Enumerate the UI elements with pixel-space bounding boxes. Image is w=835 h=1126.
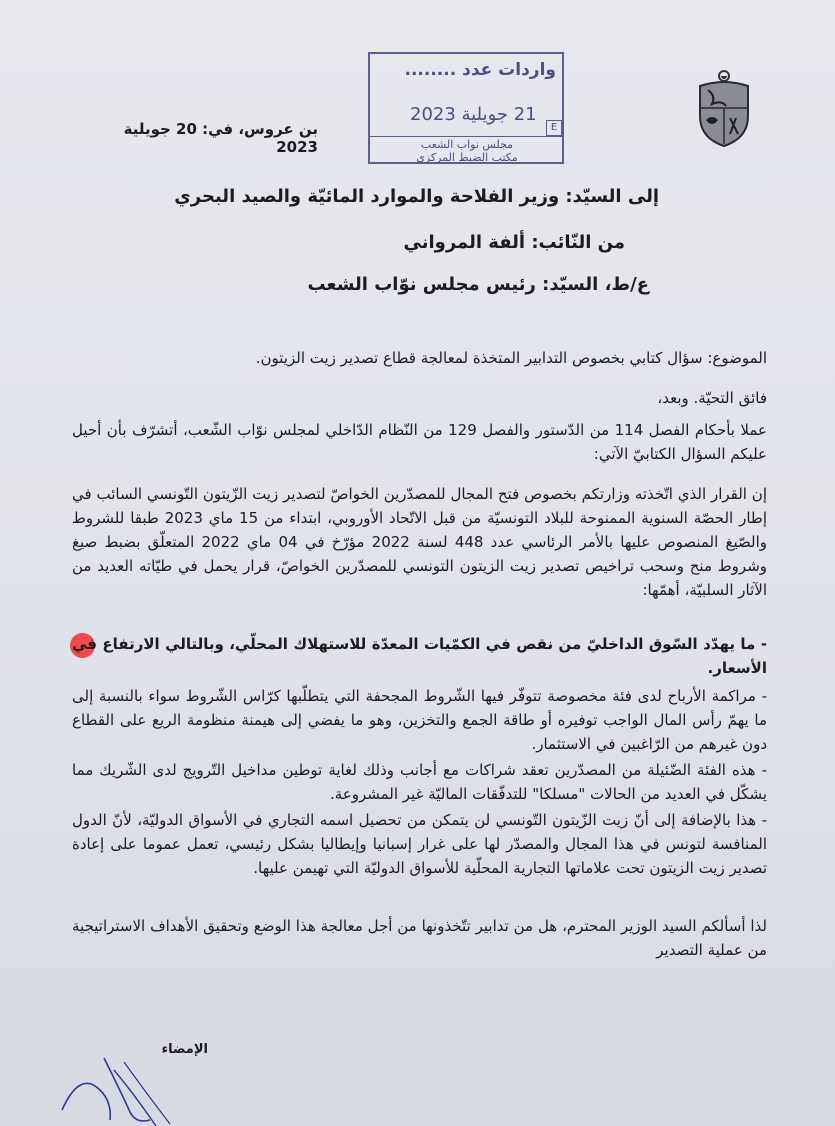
stamp-org-line2: مكتب الضبط المركزي [416,151,518,164]
question-paragraph: لذا أسألكم السيد الوزير المحترم، هل من تدابير تتّخذونها من أجل معالجة هذا الوضع وتحقيق الأهداف الاستراتيجية من عملية التصدير [72,917,767,959]
stamp-date: 21 جويلية 2023 [410,104,537,125]
subject-line: الموضوع: سؤال كتابي بخصوص التدابير المتخذة لمعالجة قطاع تصدير زيت الزيتون. [255,349,767,367]
letter-date: بن عروس، في: 20 جويلية 2023 [123,120,318,156]
stamp-org-line1: مجلس نواب الشعب [420,138,514,151]
point-brand-name: - هذا بالإضافة إلى أنّ زيت الزّيتون التّونسي لن يتمكن من تحصيل اسمه التجاري في الأسواق الدوليّة، لأنّ الدول المنافسة لتونس في هذا المجال والمصدّر لها على غرار إسبانيا وإيطاليا بشكل رئيسي، تعمل عموما على إعادة تصدير زيت الزيتون تحت علاماتها التجارية المحلّية للأسواق الدوليّة التي تهيمن عليها. [72,811,767,877]
intro-paragraph: عملا بأحكام الفصل 114 من الدّستور والفصل 129 من النّظام الدّاخلي لمجلس نوّاب الشّعب، أتشرّف بأن أحيل عليكم السؤال الكتابيّ الآتي: [72,421,767,463]
greeting: فائق التحيّة. وبعد، [657,389,767,407]
point-foreign-partnerships: - هذه الفئة الضّئيلة من المصدّرين تعقد شراكات مع أجانب وذلك لغاية توطين مداخيل التّرويج لدى الشّريك مما يشكّل في العديد من الحالات "مسلكا" للتدفّقات الماليّة غير المشروعة. [72,761,767,803]
signature-label: الإمضاء [161,1042,208,1057]
sender-line: من النّائب: ألفة المرواني [403,232,625,253]
point-domestic-market: - ما يهدّد السّوق الداخليّ من نقص في الكمّيات المعدّة للاستهلاك المحلّي، وبالتالي الارتفاع في الأسعار. [72,635,767,677]
stamp-divider [370,136,562,137]
point-profit-accumulation: - مراكمة الأرباح لدى فئة مخصوصة تتوفّر فيها الشّروط المجحفة التي يتطلّبها كرّاس الشّروط سواء بالنسبة إلى ما يهمّ رأس المال الواجب توفيره أو طاقة الجمع والتخزين، وهو ما يفضي إلى هيمنة منظومة الريع على القطاع دون غيرهم من الرّاغبين في الاستثمار. [72,687,767,753]
stamp-box: E [546,120,562,136]
stamp-title: واردات عدد ........ [404,60,556,80]
handwritten-signature [60,1050,190,1126]
reception-stamp [368,52,564,164]
recipient-line: إلى السيّد: وزير الفلاحة والموارد المائيّة والصيد البحري [174,186,659,207]
stamp-org [382,138,552,164]
tunisia-coat-of-arms-icon [694,68,754,150]
context-paragraph: إن القرار الذي اتّخذته وزارتكم بخصوص فتح المجال للمصدّرين الخواصّ لتصدير زيت الزّيتون التّونسي السائب في إطار الحصّة السنوية الممنوحة للبلاد التونسيّة من قبل الاتّحاد الأوروبي، ابتداء من 15 ماي 2023 طبقا للشروط والصّيغ المنصوص عليها بالأمر الرئاسي عدد 448 لسنة 2022 مؤرّخ في 04 ماي 2022 المتعلّق بضبط صيغ وشروط منح وسحب تراخيص تصدير زيت الزيتون التونسي للمصدّرين الخواصّ، قرار يحمل في طيّاته العديد من الآثار السلبيّة، أهمّها: [72,485,768,599]
via-line: ع/ط، السيّد: رئيس مجلس نوّاب الشعب [307,274,649,295]
